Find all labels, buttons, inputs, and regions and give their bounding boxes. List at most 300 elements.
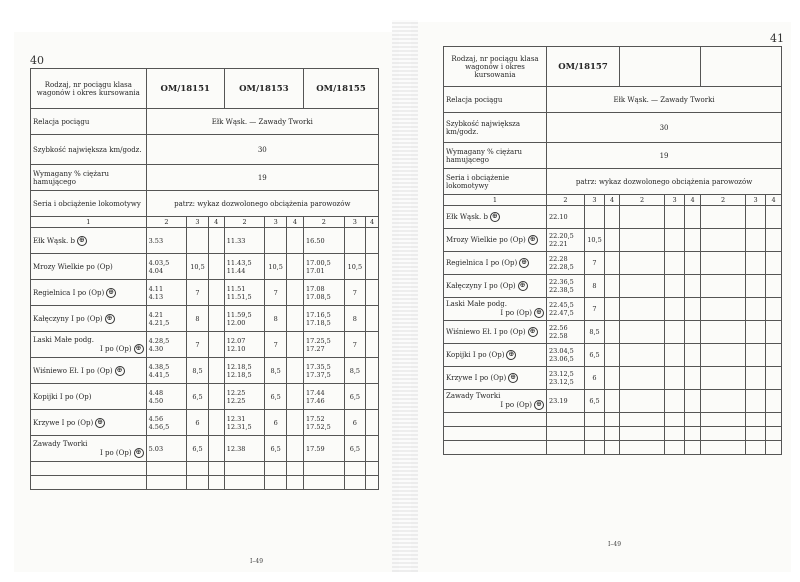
- brake-row: [444, 143, 782, 169]
- stop-symbol-icon: ⊕: [506, 350, 516, 360]
- travel-time-cell: 7: [187, 332, 208, 358]
- stop-time-cell: [685, 321, 701, 344]
- station-name-text: Krzywe I po (Op) ⊕: [446, 373, 544, 383]
- time-value: 22.20,5: [549, 232, 574, 240]
- time-value: 17.16,5: [306, 310, 331, 319]
- station-row: [444, 390, 782, 413]
- stop-time-cell: [366, 280, 379, 306]
- travel-time-cell: 6,5: [344, 436, 365, 462]
- time-value: 17.52: [306, 414, 325, 423]
- time-cell: [304, 436, 345, 462]
- travel-time-cell: 8: [265, 306, 286, 332]
- time-cell: [146, 358, 187, 384]
- travel-time-cell: 7: [344, 332, 365, 358]
- time-cell: [620, 390, 665, 413]
- station-name: [444, 321, 547, 344]
- page-number-right: 41: [770, 32, 784, 45]
- station-name: [31, 358, 147, 384]
- station-name: [31, 410, 147, 436]
- travel-time-cell: [665, 344, 685, 367]
- time-cell: [304, 384, 345, 410]
- station-name: [444, 344, 547, 367]
- station-name: [31, 254, 147, 280]
- station-name: [31, 384, 147, 410]
- time-value: 4.28,5: [148, 336, 170, 345]
- speed-label: Szybkość największa km/godz.: [444, 113, 547, 143]
- travel-time-cell: 7: [265, 332, 286, 358]
- time-cell: [547, 275, 585, 298]
- stop-time-cell: [766, 229, 782, 252]
- station-rows-left: [31, 228, 379, 462]
- header-label: Rodzaj, nr pociągu klasa wagonów i okres kursowania: [444, 47, 547, 87]
- brake-value: 19: [146, 165, 378, 191]
- stop-symbol-icon: ⊕: [95, 418, 105, 428]
- travel-time-cell: 7: [187, 280, 208, 306]
- time-cell: [547, 252, 585, 275]
- train-number: OM/18157: [547, 47, 620, 87]
- travel-time-cell: [746, 344, 766, 367]
- time-cell: [224, 306, 265, 332]
- time-value: 4.13: [148, 292, 164, 301]
- station-name: [444, 252, 547, 275]
- travel-time-cell: 7: [585, 252, 605, 275]
- time-value: 22.38,5: [549, 286, 574, 294]
- time-value: 17.59: [306, 444, 325, 453]
- stop-symbol-icon: ⊕: [528, 235, 538, 245]
- column-number: 2: [547, 195, 585, 206]
- stop-time-cell: [766, 298, 782, 321]
- column-number: 1: [31, 217, 147, 228]
- timetable-left: [30, 68, 379, 490]
- time-cell: [146, 306, 187, 332]
- time-cell: [701, 275, 746, 298]
- travel-time-cell: [746, 275, 766, 298]
- column-number: 1: [444, 195, 547, 206]
- travel-time-cell: 10,5: [585, 229, 605, 252]
- station-row: [31, 410, 379, 436]
- stop-time-cell: [208, 306, 224, 332]
- time-value: 17.18,5: [306, 318, 331, 327]
- column-number: 2: [146, 217, 187, 228]
- travel-time-cell: 6,5: [187, 436, 208, 462]
- station-name-text: Mrozy Wielkie po (Op): [33, 262, 113, 271]
- station-name: [444, 206, 547, 229]
- stop-time-cell: [605, 390, 620, 413]
- time-value: 23.12,5: [549, 370, 574, 378]
- stop-time-cell: [286, 410, 303, 436]
- stop-time-cell: [366, 332, 379, 358]
- travel-time-cell: [665, 321, 685, 344]
- time-cell: [224, 410, 265, 436]
- travel-time-cell: [746, 206, 766, 229]
- station-name-text: Krzywe I po (Op) ⊕: [33, 418, 144, 428]
- travel-time-cell: 6,5: [187, 384, 208, 410]
- travel-time-cell: [665, 252, 685, 275]
- time-value: 12.31,5: [226, 422, 252, 431]
- time-cell: [547, 321, 585, 344]
- stop-time-cell: [605, 298, 620, 321]
- travel-time-cell: 8: [187, 306, 208, 332]
- stop-time-cell: [286, 228, 303, 254]
- column-number: 4: [286, 217, 303, 228]
- page-number-left: 40: [30, 54, 44, 67]
- station-name: [444, 275, 547, 298]
- station-row: [31, 228, 379, 254]
- column-number: 2: [304, 217, 345, 228]
- time-cell: [701, 367, 746, 390]
- station-name-text: Kopijki I po (Op) ⊕: [446, 350, 544, 360]
- time-value: 11.33: [226, 236, 246, 245]
- loco-label: Seria i obciążenie lokomotywy: [444, 169, 547, 195]
- loco-value: patrz: wykaz dozwolonego obciążenia parowozów: [547, 169, 782, 195]
- travel-time-cell: 7: [344, 280, 365, 306]
- stop-time-cell: [605, 275, 620, 298]
- time-value: 4.56,5: [148, 422, 170, 431]
- stop-time-cell: [766, 275, 782, 298]
- travel-time-cell: [746, 252, 766, 275]
- stop-time-cell: [685, 252, 701, 275]
- blank-row: [444, 413, 782, 427]
- time-value: 17.44: [306, 388, 325, 397]
- travel-time-cell: 6,5: [265, 436, 286, 462]
- blank-row: [31, 462, 379, 476]
- header-row: [31, 69, 379, 109]
- time-value: 22.10: [549, 213, 568, 221]
- time-cell: [701, 298, 746, 321]
- stop-time-cell: [605, 367, 620, 390]
- time-value: 23.06,5: [549, 355, 574, 363]
- station-name-text: Regielnica I po (Op) ⊕: [33, 288, 144, 298]
- stop-time-cell: [685, 206, 701, 229]
- footer-right: I–49: [608, 541, 622, 548]
- time-cell: [304, 254, 345, 280]
- station-name-lead: Zawady Tworki: [446, 392, 501, 400]
- loco-row: [444, 169, 782, 195]
- travel-time-cell: 8,5: [344, 358, 365, 384]
- time-cell: [304, 280, 345, 306]
- time-value: 11.44: [226, 266, 246, 275]
- stop-time-cell: [208, 410, 224, 436]
- footer-left: I–49: [250, 558, 264, 565]
- loco-label: Seria i obciążenie lokomotywy: [31, 191, 147, 217]
- time-value: 4.56: [148, 414, 164, 423]
- stop-symbol-icon: ⊕: [106, 288, 116, 298]
- station-name-text: I po (Op) ⊕: [33, 448, 144, 458]
- time-cell: [701, 344, 746, 367]
- stop-time-cell: [286, 332, 303, 358]
- station-name: [31, 332, 147, 358]
- time-cell: [304, 332, 345, 358]
- column-number: 3: [585, 195, 605, 206]
- stop-time-cell: [685, 229, 701, 252]
- stop-time-cell: [766, 390, 782, 413]
- travel-time-cell: 8: [585, 275, 605, 298]
- time-cell: [224, 280, 265, 306]
- station-row: [444, 252, 782, 275]
- column-number: 2: [224, 217, 265, 228]
- travel-time-cell: 6: [344, 410, 365, 436]
- station-row: [444, 321, 782, 344]
- time-value: 17.00,5: [306, 258, 331, 267]
- timetable-right: [443, 46, 782, 455]
- travel-time-cell: [665, 206, 685, 229]
- time-cell: [304, 228, 345, 254]
- blank-row: [444, 427, 782, 441]
- station-row: [444, 298, 782, 321]
- station-row: [444, 229, 782, 252]
- stop-time-cell: [286, 280, 303, 306]
- speed-value: 30: [547, 113, 782, 143]
- travel-time-cell: 6,5: [585, 344, 605, 367]
- time-cell: [620, 367, 665, 390]
- column-number: 2: [620, 195, 665, 206]
- time-cell: [146, 384, 187, 410]
- column-number: 2: [701, 195, 746, 206]
- station-row: [31, 436, 379, 462]
- travel-time-cell: 6: [265, 410, 286, 436]
- stop-time-cell: [605, 229, 620, 252]
- stop-time-cell: [208, 228, 224, 254]
- time-value: 12.25: [226, 388, 246, 397]
- station-row: [444, 367, 782, 390]
- time-value: 17.25,5: [306, 336, 331, 345]
- station-name-text: Kałęczyny I po (Op) ⊕: [446, 281, 544, 291]
- blank-row: [31, 476, 379, 490]
- station-name-text: I po (Op) ⊕: [33, 344, 144, 354]
- travel-time-cell: [665, 390, 685, 413]
- stop-time-cell: [766, 344, 782, 367]
- stop-time-cell: [366, 254, 379, 280]
- time-cell: [146, 436, 187, 462]
- blank-row: [444, 441, 782, 455]
- brake-label: Wymagany % ciężaru hamującego: [444, 143, 547, 169]
- station-name: [31, 228, 147, 254]
- time-cell: [146, 410, 187, 436]
- time-cell: [620, 229, 665, 252]
- relation-row: [444, 87, 782, 113]
- stop-symbol-icon: ⊕: [528, 327, 538, 337]
- time-value: 4.50: [148, 396, 164, 405]
- time-value: 12.10: [226, 344, 246, 353]
- station-name: [31, 306, 147, 332]
- time-cell: [701, 321, 746, 344]
- time-value: 22.47,5: [549, 309, 574, 317]
- travel-time-cell: [187, 228, 208, 254]
- stop-time-cell: [766, 367, 782, 390]
- time-value: 16.50: [306, 236, 325, 245]
- time-cell: [146, 254, 187, 280]
- time-cell: [620, 344, 665, 367]
- time-value: 5.03: [148, 444, 164, 453]
- time-cell: [547, 229, 585, 252]
- stop-time-cell: [208, 332, 224, 358]
- stop-symbol-icon: ⊕: [519, 258, 529, 268]
- time-cell: [620, 298, 665, 321]
- station-name-text: Kopijki I po (Op): [33, 392, 92, 401]
- travel-time-cell: [585, 206, 605, 229]
- time-value: 4.03,5: [148, 258, 170, 267]
- time-cell: [547, 390, 585, 413]
- relation-value: Ełk Wąsk. — Zawady Tworki: [547, 87, 782, 113]
- travel-time-cell: 10,5: [344, 254, 365, 280]
- time-cell: [701, 206, 746, 229]
- relation-label: Relacja pociągu: [444, 87, 547, 113]
- time-value: 17.08,5: [306, 292, 331, 301]
- station-row: [444, 275, 782, 298]
- time-value: 22.28,5: [549, 263, 574, 271]
- station-row: [31, 332, 379, 358]
- time-cell: [701, 252, 746, 275]
- travel-time-cell: 8,5: [187, 358, 208, 384]
- time-cell: [547, 367, 585, 390]
- time-cell: [224, 332, 265, 358]
- stop-time-cell: [286, 306, 303, 332]
- stop-time-cell: [366, 306, 379, 332]
- stop-time-cell: [286, 384, 303, 410]
- travel-time-cell: [665, 367, 685, 390]
- station-name-lead: Zawady Tworki: [33, 439, 88, 448]
- time-cell: [146, 228, 187, 254]
- stop-time-cell: [766, 252, 782, 275]
- header-label: Rodzaj, nr pociągu klasa wagonów i okres kursowania: [31, 69, 147, 109]
- stop-symbol-icon: ⊕: [534, 308, 544, 318]
- column-number: 3: [265, 217, 286, 228]
- stop-time-cell: [286, 436, 303, 462]
- time-value: 11.43,5: [226, 258, 252, 267]
- speed-row: [31, 135, 379, 165]
- stop-time-cell: [208, 254, 224, 280]
- time-cell: [701, 229, 746, 252]
- station-row: [31, 358, 379, 384]
- stop-symbol-icon: ⊕: [115, 366, 125, 376]
- stop-time-cell: [685, 275, 701, 298]
- time-value: 4.04: [148, 266, 164, 275]
- station-name-lead: Laski Małe podg.: [446, 300, 507, 308]
- column-numbers-row: [444, 195, 782, 206]
- time-value: 12.38: [226, 444, 246, 453]
- train-number: [620, 47, 701, 87]
- time-value: 23.04,5: [549, 347, 574, 355]
- station-name-text: Mrozy Wielkie po (Op) ⊕: [446, 235, 544, 245]
- stop-time-cell: [605, 252, 620, 275]
- time-value: 17.01: [306, 266, 325, 275]
- time-value: 22.21: [549, 240, 568, 248]
- time-cell: [224, 254, 265, 280]
- train-number: [701, 47, 782, 87]
- station-name: [31, 436, 147, 462]
- speed-row: [444, 113, 782, 143]
- time-value: 4.41,5: [148, 370, 170, 379]
- travel-time-cell: 8,5: [585, 321, 605, 344]
- time-value: 11.59,5: [226, 310, 252, 319]
- loco-value: patrz: wykaz dozwolonego obciążenia parowozów: [146, 191, 378, 217]
- time-value: 11.51,5: [226, 292, 252, 301]
- travel-time-cell: [746, 298, 766, 321]
- relation-value: Ełk Wąsk. — Zawady Tworki: [146, 109, 378, 135]
- time-value: 4.38,5: [148, 362, 170, 371]
- travel-time-cell: 10,5: [265, 254, 286, 280]
- travel-time-cell: [665, 298, 685, 321]
- time-value: 12.00: [226, 318, 246, 327]
- travel-time-cell: [746, 229, 766, 252]
- header-row: [444, 47, 782, 87]
- stop-time-cell: [366, 228, 379, 254]
- stop-time-cell: [685, 367, 701, 390]
- stop-time-cell: [685, 298, 701, 321]
- stop-time-cell: [286, 358, 303, 384]
- time-value: 22.45,5: [549, 301, 574, 309]
- time-cell: [304, 306, 345, 332]
- time-value: 17.35,5: [306, 362, 331, 371]
- time-value: 12.31: [226, 414, 246, 423]
- stop-time-cell: [605, 206, 620, 229]
- column-number: 4: [685, 195, 701, 206]
- travel-time-cell: 6,5: [265, 384, 286, 410]
- relation-label: Relacja pociągu: [31, 109, 147, 135]
- time-value: 22.58: [549, 332, 568, 340]
- travel-time-cell: [746, 321, 766, 344]
- travel-time-cell: 6,5: [344, 384, 365, 410]
- station-name-text: Ełk Wąsk. b ⊕: [33, 236, 144, 246]
- station-row: [31, 306, 379, 332]
- station-name: [31, 280, 147, 306]
- station-row: [31, 280, 379, 306]
- time-value: 17.52,5: [306, 422, 331, 431]
- stop-time-cell: [366, 358, 379, 384]
- time-cell: [620, 252, 665, 275]
- stop-symbol-icon: ⊕: [490, 212, 500, 222]
- time-value: 4.48: [148, 388, 164, 397]
- stop-symbol-icon: ⊕: [518, 281, 528, 291]
- time-cell: [304, 358, 345, 384]
- book-gutter: [392, 20, 418, 572]
- time-cell: [224, 228, 265, 254]
- station-name-text: Wiśniewo Eł. I po (Op) ⊕: [33, 366, 144, 376]
- time-value: 17.37,5: [306, 370, 331, 379]
- time-cell: [547, 298, 585, 321]
- stop-time-cell: [208, 436, 224, 462]
- column-number: 3: [344, 217, 365, 228]
- brake-value: 19: [547, 143, 782, 169]
- travel-time-cell: 6: [187, 410, 208, 436]
- time-cell: [224, 384, 265, 410]
- time-value: 4.21: [148, 310, 164, 319]
- station-name-text: I po (Op) ⊕: [446, 308, 544, 318]
- column-numbers-row: [31, 217, 379, 228]
- station-row: [31, 384, 379, 410]
- time-cell: [224, 436, 265, 462]
- station-row: [444, 206, 782, 229]
- speed-value: 30: [146, 135, 378, 165]
- travel-time-cell: 6: [585, 367, 605, 390]
- station-row: [31, 254, 379, 280]
- stop-symbol-icon: ⊕: [134, 344, 144, 354]
- stop-time-cell: [286, 254, 303, 280]
- stop-time-cell: [766, 206, 782, 229]
- time-cell: [620, 206, 665, 229]
- train-number: OM/18155: [304, 69, 379, 109]
- travel-time-cell: [746, 390, 766, 413]
- time-value: 17.27: [306, 344, 325, 353]
- time-cell: [620, 321, 665, 344]
- stop-symbol-icon: ⊕: [508, 373, 518, 383]
- stop-time-cell: [766, 321, 782, 344]
- column-number: 3: [187, 217, 208, 228]
- column-number: 4: [605, 195, 620, 206]
- time-cell: [547, 206, 585, 229]
- travel-time-cell: [265, 228, 286, 254]
- column-number: 3: [746, 195, 766, 206]
